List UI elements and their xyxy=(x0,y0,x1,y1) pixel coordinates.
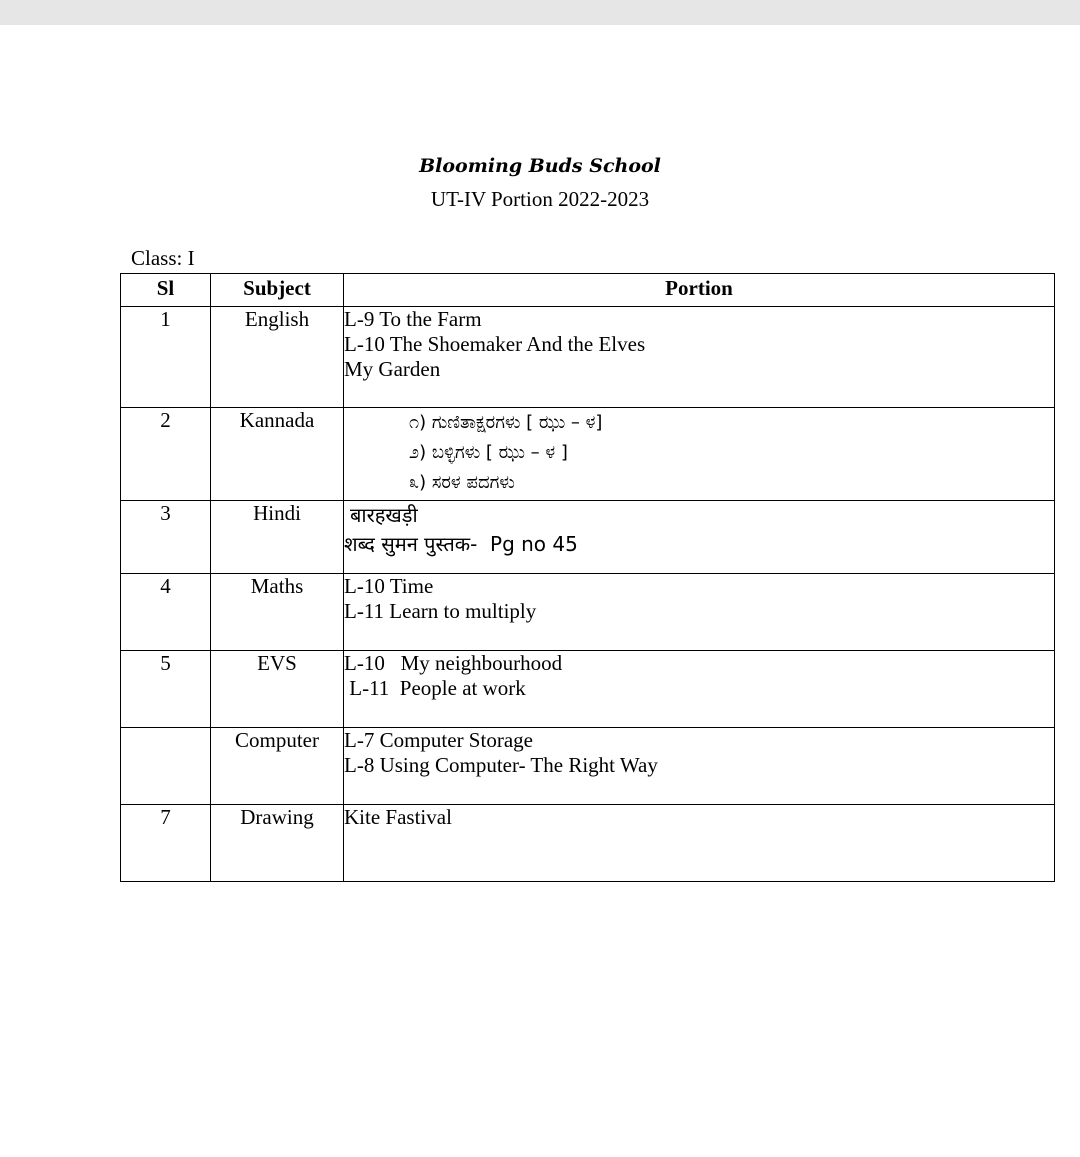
portion-title: UT-IV Portion 2022-2023 xyxy=(430,187,650,211)
row-subject: Computer xyxy=(211,728,344,805)
header-sl: Sl xyxy=(121,274,211,307)
row-portion xyxy=(344,501,1055,574)
row-subject: Hindi xyxy=(211,501,344,574)
portion-line: L-10 The Shoemaker And the Elves xyxy=(344,332,646,356)
table-row-computer xyxy=(121,728,1055,805)
top-toolbar-strip xyxy=(0,0,1080,25)
portion-line: L-7 Computer Storage xyxy=(344,728,533,752)
row-subject: Kannada xyxy=(211,408,344,501)
row-portion xyxy=(344,307,1055,408)
school-name: Blooming Buds School xyxy=(419,155,661,177)
portion-line: L-11 Learn to multiply xyxy=(344,599,537,623)
row-subject: EVS xyxy=(211,651,344,728)
portion-line: ೩) ಸರಳ ಪದಗಳು xyxy=(409,472,515,493)
row-sl: 5 xyxy=(121,651,211,728)
portion-line: ೨) ಬಳ್ಳಿಗಳು [ ಝು – ಳ ] xyxy=(409,442,568,463)
table-row-hindi xyxy=(121,501,1055,574)
header-portion: Portion xyxy=(344,274,1055,307)
table-header-row xyxy=(121,274,1055,307)
row-sl: 3 xyxy=(121,501,211,574)
portion-line: L-10 My neighbourhood xyxy=(344,651,563,675)
portion-table xyxy=(120,273,1055,882)
row-portion xyxy=(344,408,1055,501)
portion-line: Kite Fastival xyxy=(344,805,452,829)
portion-line: L-10 Time xyxy=(344,574,434,598)
row-portion xyxy=(344,651,1055,728)
table-row-drawing xyxy=(121,805,1055,882)
row-subject: Maths xyxy=(211,574,344,651)
row-sl: 7 xyxy=(121,805,211,882)
portion-line: बारहखड़ी xyxy=(350,503,418,527)
table-row-maths xyxy=(121,574,1055,651)
header-subject: Subject xyxy=(211,274,344,307)
portion-line: My Garden xyxy=(344,357,441,381)
row-portion xyxy=(344,805,1055,882)
row-sl: 2 xyxy=(121,408,211,501)
row-portion xyxy=(344,574,1055,651)
table-row-evs xyxy=(121,651,1055,728)
class-label: Class: I xyxy=(131,246,195,270)
row-sl xyxy=(121,728,211,805)
portion-line: L-11 People at work xyxy=(344,676,526,700)
portion-line: L-9 To the Farm xyxy=(344,307,482,331)
row-portion xyxy=(344,728,1055,805)
row-sl: 4 xyxy=(121,574,211,651)
portion-line: ೧) ಗುಣಿತಾಕ್ಷರಗಳು [ ಝು – ಳ] xyxy=(409,412,603,433)
row-sl: 1 xyxy=(121,307,211,408)
portion-line: शब्द सुमन पुस्तक- Pg no 45 xyxy=(344,532,578,556)
table-row-english xyxy=(121,307,1055,408)
table-row-kannada xyxy=(121,408,1055,501)
row-subject: English xyxy=(211,307,344,408)
portion-line: L-8 Using Computer- The Right Way xyxy=(344,753,658,777)
row-subject: Drawing xyxy=(211,805,344,882)
